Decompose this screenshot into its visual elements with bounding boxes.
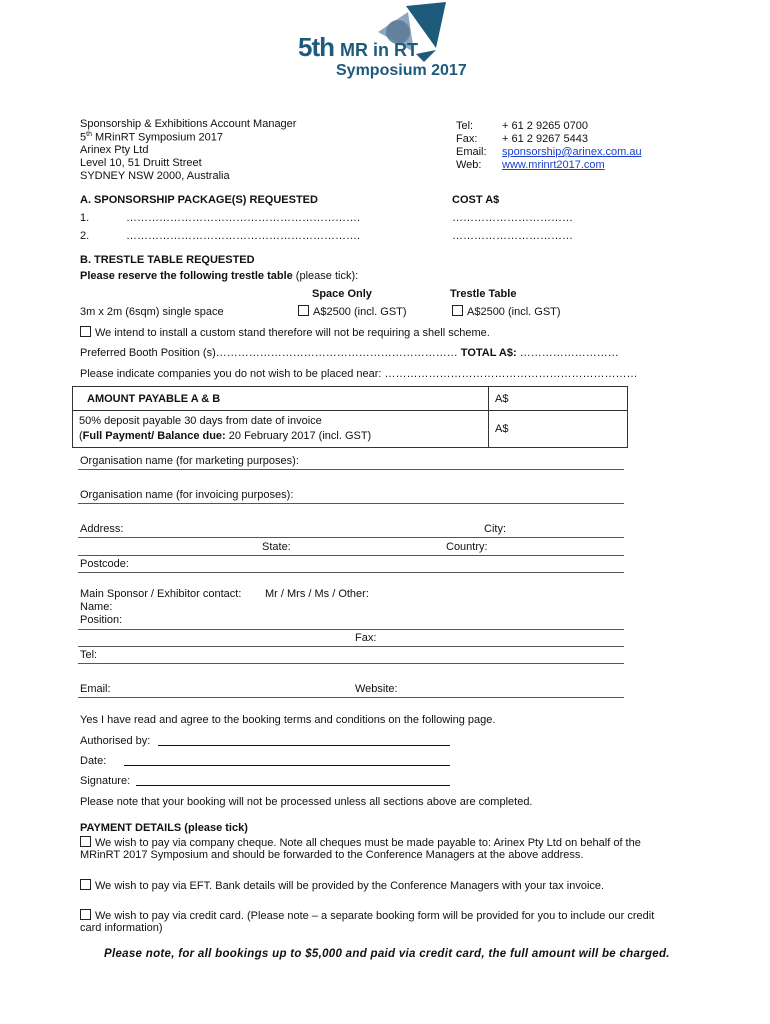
contact-label-tel: Tel: bbox=[456, 120, 474, 132]
org-marketing-line[interactable] bbox=[78, 469, 624, 470]
package-row-2-label: 2. bbox=[80, 230, 90, 242]
logo-mr-in-rt: MR in RT bbox=[340, 40, 418, 60]
payment-title: PAYMENT DETAILS (please tick) bbox=[80, 822, 248, 834]
position-line[interactable] bbox=[78, 629, 624, 630]
booth-position-field[interactable]: Preferred Booth Position (s)………………………………………………………… bbox=[80, 347, 458, 359]
custom-stand-text: We intend to install a custom stand therefore will not be requiring a shell scheme. bbox=[95, 327, 490, 339]
pay-card-checkbox[interactable] bbox=[80, 909, 91, 920]
custom-stand-option[interactable] bbox=[80, 326, 490, 339]
city-label: City: bbox=[484, 523, 506, 535]
signature-line[interactable] bbox=[136, 785, 450, 786]
logo-5th: 5th bbox=[298, 32, 334, 62]
tel-line[interactable] bbox=[78, 663, 624, 664]
state-label: State: bbox=[262, 541, 291, 553]
pay-card-text-1: We wish to pay via credit card. (Please note – a separate booking form will be provided for you to include our credit bbox=[95, 910, 655, 922]
contact-label-email: Email: bbox=[456, 146, 487, 158]
header-line-3: Arinex Pty Ltd bbox=[80, 144, 149, 156]
state-line[interactable] bbox=[78, 555, 624, 556]
logo-symposium: Symposium 2017 bbox=[336, 62, 467, 79]
col-space-only: Space Only bbox=[312, 288, 372, 300]
contact-fax: + 61 2 9267 5443 bbox=[502, 133, 588, 145]
header-line-1: Sponsorship & Exhibitions Account Manager bbox=[80, 118, 297, 130]
trestle-instruction bbox=[80, 270, 358, 282]
authorised-label: Authorised by: bbox=[80, 735, 151, 747]
contact-label-web: Web: bbox=[456, 159, 482, 171]
pay-cheque-checkbox[interactable] bbox=[80, 836, 91, 847]
trestle-table-price: A$2500 (incl. GST) bbox=[467, 306, 561, 318]
contact-email-link[interactable]: sponsorship@arinex.com.au bbox=[502, 146, 642, 158]
custom-stand-checkbox[interactable] bbox=[80, 326, 91, 337]
ordinal-suffix: th bbox=[86, 131, 92, 138]
position-label: Position: bbox=[80, 614, 123, 626]
trestle-instruction-rest: (please tick): bbox=[292, 270, 359, 282]
section-b-title: B. TRESTLE TABLE REQUESTED bbox=[80, 254, 255, 266]
agreement-text: Yes I have read and agree to the booking terms and conditions on the following page. bbox=[80, 714, 496, 726]
symposium-logo bbox=[296, 2, 467, 86]
trestle-instruction-bold: Please reserve the following trestle table bbox=[80, 270, 293, 282]
amount-row-deposit bbox=[73, 411, 628, 448]
section-a-title: A. SPONSORSHIP PACKAGE(S) REQUESTED bbox=[80, 194, 318, 206]
contact-web-link[interactable]: www.mrinrt2017.com bbox=[502, 159, 605, 171]
space-only-checkbox[interactable] bbox=[298, 305, 309, 316]
package-row-1-label: 1. bbox=[80, 212, 90, 224]
deposit-bold: Full Payment/ Balance due: bbox=[82, 430, 226, 442]
title-options[interactable]: Mr / Mrs / Ms / Other: bbox=[265, 588, 369, 600]
credit-card-note: Please note, for all bookings up to $5,000 and paid via credit card, the full amount will be charged. bbox=[104, 948, 670, 960]
pay-card-option[interactable] bbox=[80, 909, 654, 922]
address-label: Address: bbox=[80, 523, 124, 535]
authorised-line[interactable] bbox=[158, 745, 450, 746]
total-field[interactable]: ……………………… bbox=[519, 347, 619, 359]
deposit-cell bbox=[73, 411, 489, 448]
total-label: TOTAL A$: bbox=[460, 347, 517, 359]
pay-eft-option[interactable] bbox=[80, 879, 604, 892]
pay-eft-text: We wish to pay via EFT. Bank details will be provided by the Conference Managers with your tax invoice. bbox=[95, 880, 605, 892]
pay-card-text-2: card information) bbox=[80, 922, 163, 934]
postcode-label: Postcode: bbox=[80, 558, 129, 570]
fax-line[interactable] bbox=[78, 646, 624, 647]
trestle-table-checkbox[interactable] bbox=[452, 305, 463, 316]
deposit-line-1: 50% deposit payable 30 days from date of invoice bbox=[79, 415, 322, 427]
tel-label: Tel: bbox=[80, 649, 98, 661]
deposit-rest: 20 February 2017 (incl. GST) bbox=[225, 430, 372, 442]
website-label: Website: bbox=[355, 683, 398, 695]
name-label: Name: bbox=[80, 601, 113, 613]
package-row-1-field[interactable]: ………………………………………………………. bbox=[126, 212, 361, 224]
date-label: Date: bbox=[80, 755, 107, 767]
deposit-line-2 bbox=[79, 429, 482, 444]
main-contact-label: Main Sponsor / Exhibitor contact: bbox=[80, 588, 242, 600]
pay-cheque-text-1: We wish to pay via company cheque. Note all cheques must be made payable to: Arinex Pty Ltd on behalf of the bbox=[95, 837, 641, 849]
amount-title: AMOUNT PAYABLE A & B bbox=[73, 387, 489, 411]
cost-title: COST A$ bbox=[452, 194, 500, 206]
space-only-price: A$2500 (incl. GST) bbox=[313, 306, 407, 318]
amount-payable-table bbox=[72, 386, 628, 448]
ordinal-number: 5 bbox=[80, 131, 87, 144]
pay-eft-checkbox[interactable] bbox=[80, 879, 91, 890]
col-trestle-table: Trestle Table bbox=[450, 288, 517, 300]
trestle-row-label: 3m x 2m (6sqm) single space bbox=[80, 306, 224, 318]
package-row-2-field[interactable]: ………………………………………………………. bbox=[126, 230, 361, 242]
amount-row-total bbox=[73, 387, 628, 411]
pay-cheque-text-2: MRinRT 2017 Symposium and should be forwarded to the Conference Managers at the above address. bbox=[80, 849, 584, 861]
completion-note: Please note that your booking will not be processed unless all sections above are completed. bbox=[80, 796, 533, 808]
header-line-2-text: MRinRT Symposium 2017 bbox=[95, 131, 224, 144]
email-label: Email: bbox=[80, 683, 111, 695]
contact-tel: + 61 2 9265 0700 bbox=[502, 120, 588, 132]
trestle-table-option[interactable] bbox=[452, 305, 561, 318]
fax-label: Fax: bbox=[355, 632, 377, 644]
header-line-2 bbox=[80, 131, 223, 144]
cost-row-2-field[interactable]: …………………………… bbox=[452, 230, 573, 242]
pay-cheque-option[interactable] bbox=[80, 836, 641, 849]
email-line[interactable] bbox=[78, 697, 624, 698]
org-marketing-label: Organisation name (for marketing purposes): bbox=[80, 455, 299, 467]
date-line[interactable] bbox=[124, 765, 450, 766]
amount-total-cell[interactable]: A$ bbox=[489, 387, 628, 411]
header-line-4: Level 10, 51 Druitt Street bbox=[80, 157, 202, 169]
space-only-option[interactable] bbox=[298, 305, 407, 318]
deposit-amount-cell[interactable]: A$ bbox=[489, 411, 628, 448]
country-label: Country: bbox=[446, 541, 488, 553]
contact-label-fax: Fax: bbox=[456, 133, 478, 145]
header-line-5: SYDNEY NSW 2000, Australia bbox=[80, 170, 230, 182]
deposit-open-paren: ( bbox=[79, 430, 83, 442]
cost-row-1-field[interactable]: …………………………… bbox=[452, 212, 573, 224]
org-invoicing-label: Organisation name (for invoicing purposes): bbox=[80, 489, 294, 501]
booth-position-row[interactable] bbox=[80, 347, 619, 359]
signature-label: Signature: bbox=[80, 775, 131, 787]
postcode-line[interactable] bbox=[78, 572, 624, 573]
org-invoicing-line[interactable] bbox=[78, 503, 624, 504]
address-line[interactable] bbox=[78, 537, 624, 538]
exclude-companies-field[interactable]: Please indicate companies you do not wish to be placed near: …………………………………………………………… bbox=[80, 368, 638, 380]
